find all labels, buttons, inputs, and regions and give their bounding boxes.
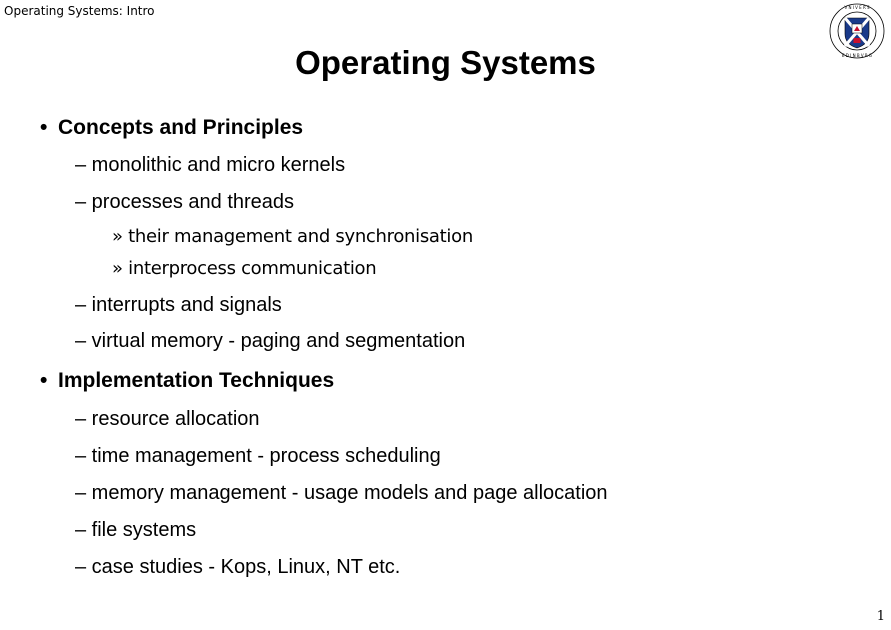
section-heading-concepts xyxy=(40,116,303,140)
section-heading-text: Implementation Techniques xyxy=(58,369,335,392)
page-number: 1 xyxy=(876,609,885,624)
list-item: – virtual memory - paging and segmentation xyxy=(75,330,466,352)
sub-list-item: » interprocess communication xyxy=(112,258,377,279)
list-item: – interrupts and signals xyxy=(75,294,282,316)
bullet-icon: • xyxy=(40,369,48,392)
list-item: – case studies - Kops, Linux, NT etc. xyxy=(75,556,401,578)
section-heading-text: Concepts and Principles xyxy=(58,116,304,139)
running-header: Operating Systems: Intro xyxy=(4,4,155,18)
list-item: – resource allocation xyxy=(75,408,260,430)
list-item: – processes and threads xyxy=(75,191,295,213)
svg-text:E D I N B V R G: E D I N B V R G xyxy=(841,53,873,58)
section-heading-implementation xyxy=(40,369,334,393)
sub-list-item: » their management and synchronisation xyxy=(112,226,473,247)
list-item: – time management - process scheduling xyxy=(75,445,441,467)
slide-title: Operating Systems xyxy=(295,44,596,81)
list-item: – memory management - usage models and page allocation xyxy=(75,482,608,504)
list-item: – monolithic and micro kernels xyxy=(75,154,346,176)
svg-text:V N I V E R S: V N I V E R S xyxy=(844,5,870,10)
bullet-icon: • xyxy=(40,116,48,139)
list-item: – file systems xyxy=(75,519,197,541)
